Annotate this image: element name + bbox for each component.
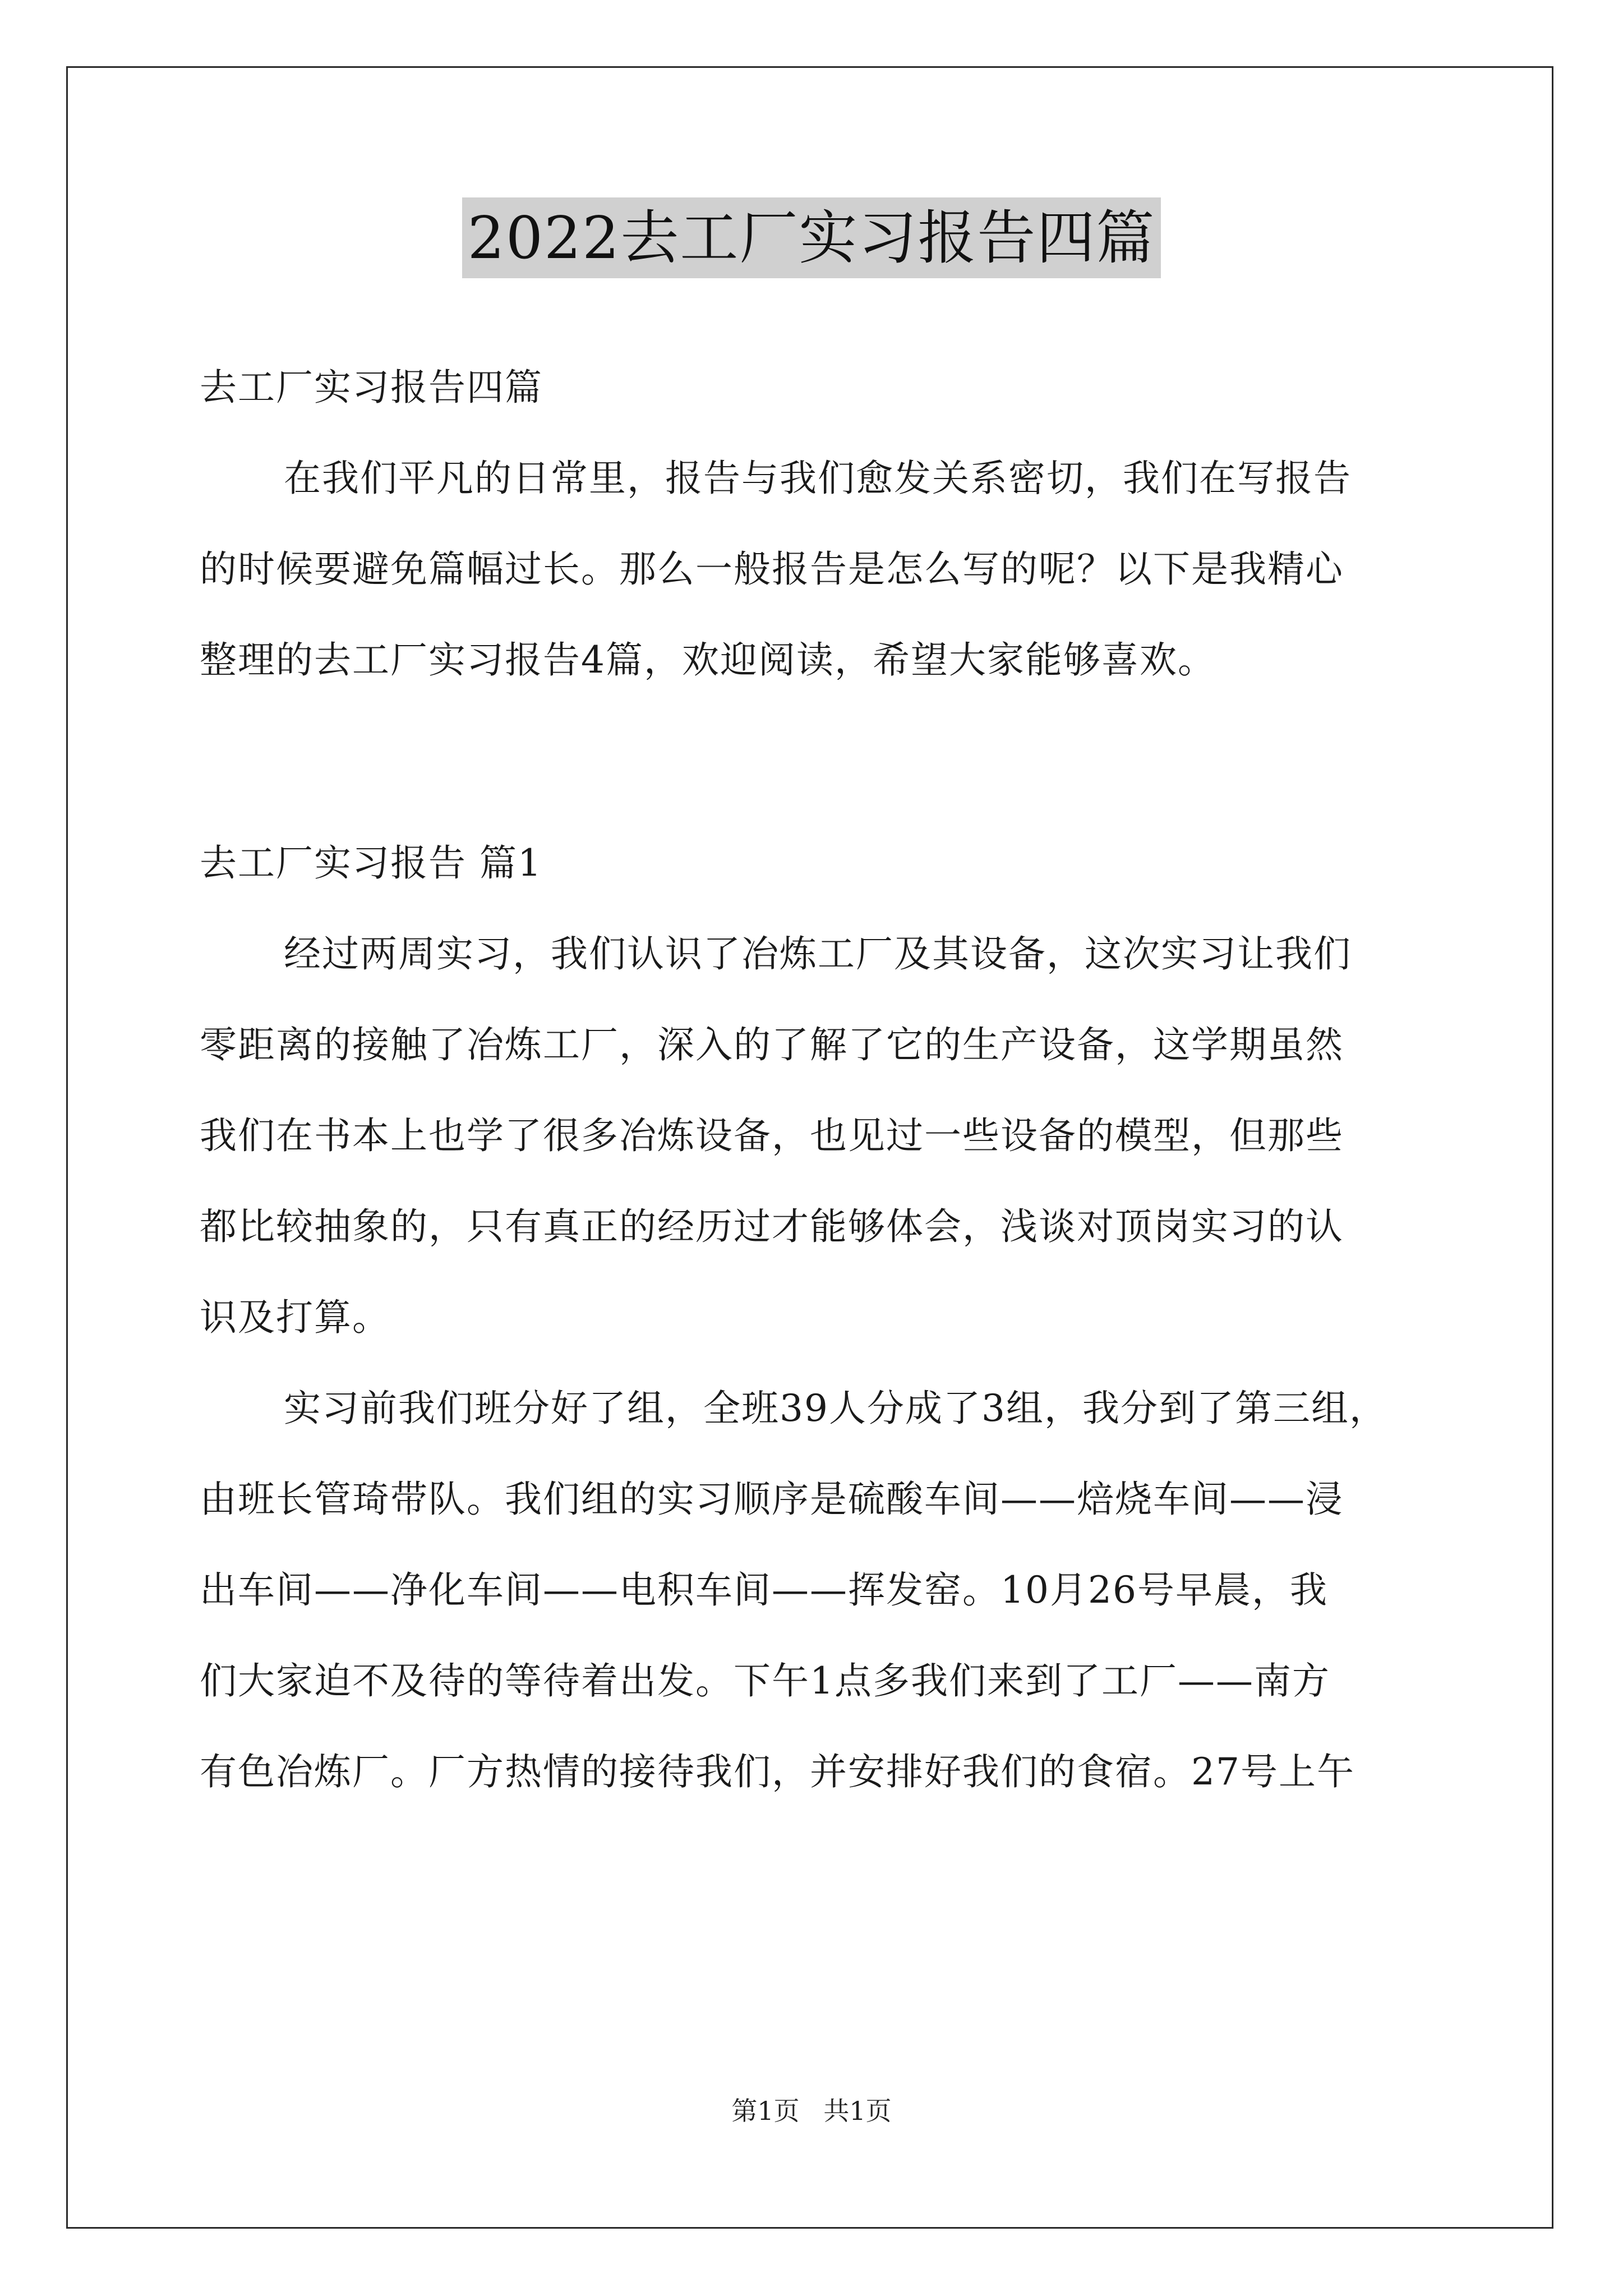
paragraph-line: 们大家迫不及待的等待着出发。下午1点多我们来到了工厂——南方 [200, 1659, 1330, 1703]
paragraph-line: 由班长管琦带队。我们组的实习顺序是硫酸车间——焙烧车间——浸 [200, 1478, 1344, 1521]
paragraph-line: 有色冶炼厂。厂方热情的接待我们，并安排好我们的食宿。27号上午 [200, 1750, 1355, 1793]
paragraph-line: 经过两周实习，我们认识了冶炼工厂及其设备，这次实习让我们 [284, 932, 1352, 976]
page-footer [0, 2094, 1623, 2128]
intro-line: 在我们平凡的日常里，报告与我们愈发关系密切，我们在写报告 [284, 457, 1352, 500]
intro-line: 整理的去工厂实习报告4篇，欢迎阅读，希望大家能够喜欢。 [200, 638, 1216, 682]
document-title: 2022去工厂实习报告四篇 [462, 197, 1161, 278]
page-total: 共1页 [823, 2096, 892, 2126]
document-body [200, 342, 1431, 1818]
paragraph-line: 识及打算。 [200, 1296, 390, 1339]
page-number: 第1页 [731, 2096, 800, 2126]
paragraph-line: 我们在书本上也学了很多冶炼设备，也见过一些设备的模型，但那些 [200, 1114, 1344, 1157]
paragraph-line: 实习前我们班分好了组，全班39人分成了3组，我分到了第三组， [284, 1387, 1387, 1430]
document-subtitle: 去工厂实习报告四篇 [200, 366, 543, 409]
title-container [0, 197, 1623, 278]
section-heading: 去工厂实习报告 篇1 [200, 841, 542, 885]
paragraph-line: 都比较抽象的，只有真正的经历过才能够体会，浅谈对顶岗实习的认 [200, 1205, 1344, 1248]
intro-line: 的时候要避免篇幅过长。那么一般报告是怎么写的呢？以下是我精心 [200, 547, 1344, 591]
paragraph-line: 出车间——净化车间——电积车间——挥发窑。10月26号早晨，我 [200, 1568, 1328, 1612]
section-spacer [200, 706, 1431, 818]
paragraph-line: 零距离的接触了冶炼工厂，深入的了解了它的生产设备，这学期虽然 [200, 1023, 1344, 1066]
